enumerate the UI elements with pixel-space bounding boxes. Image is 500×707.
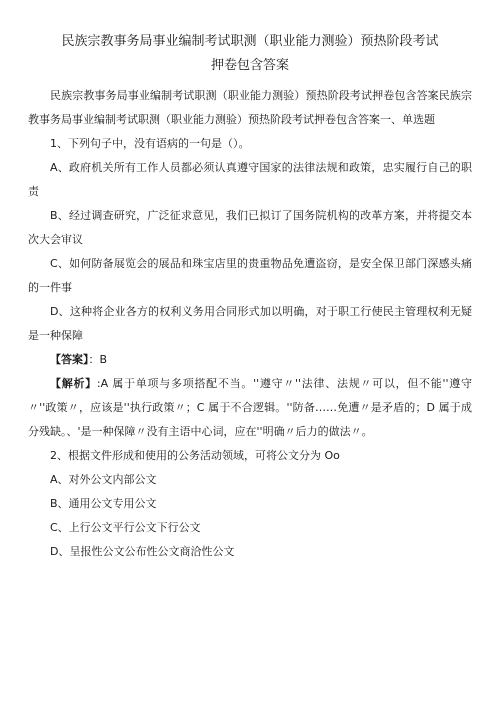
document-intro: 民族宗教事务局事业编制考试职测（职业能力测验）预热阶段考试押卷包含答案民族宗教事务局事业编制考试职测（职业能力测验）预热阶段考试押卷包含答案一、单选题 bbox=[28, 89, 472, 126]
question-1-analysis bbox=[28, 372, 472, 444]
question-1-option-b: B、经过调查研究，广泛征求意见，我们已拟订了国务院机构的改革方案，并将提交本次大会审议 bbox=[28, 209, 472, 246]
question-2-option-d: D、呈报性公文公布性公文商洽性公文 bbox=[50, 545, 235, 558]
question-2-option-a: A、对外公文内部公文 bbox=[50, 473, 157, 486]
analysis-label: 【解析】 bbox=[50, 377, 97, 390]
question-2-option-c: C、上行公文平行公文下行公文 bbox=[50, 521, 201, 534]
question-1-option-a: A、政府机关所有工作人员都必须认真遵守国家的法律法规和政策，忠实履行自己的职责 bbox=[28, 161, 472, 198]
question-1-option-c: C、如何防备展览会的展品和珠宝店里的贵重物品免遭盗窃，是安全保卫部门深感头痛的一件事 bbox=[28, 257, 472, 294]
analysis-text: :A 属于单项与多项搭配不当。''遵守〃''法律、法规〃可以，但不能''遵守〃''政策〃，应该是''执行政策〃；C 属于不合逻辑。''防备……免遭〃是矛盾的；D 属于成分残缺。、'是一种保障〃没有主语中心词，应在''明确〃后力的做法〃。 bbox=[28, 377, 472, 438]
document-title-line2: 押卷包含答案 bbox=[210, 58, 289, 73]
answer-value: ：B bbox=[88, 353, 108, 366]
document-title-line1: 民族宗教事务局事业编制考试职测（职业能力测验）预热阶段考试 bbox=[61, 34, 439, 49]
question-2-option-b: B、通用公文专用公文 bbox=[50, 497, 157, 510]
question-2-stem: 2、根据文件形成和使用的公务活动领域，可将公文分为 Oo bbox=[50, 449, 340, 462]
question-1-stem: 1、下列句子中，没有语病的一句是（）。 bbox=[50, 137, 250, 150]
answer-label: 【答案】 bbox=[50, 353, 89, 366]
question-1-answer bbox=[28, 348, 472, 372]
question-1-option-d: D、这种将企业各方的权利义务用合同形式加以明确，对于职工行使民主管理权利无疑是一种保障 bbox=[28, 305, 472, 342]
